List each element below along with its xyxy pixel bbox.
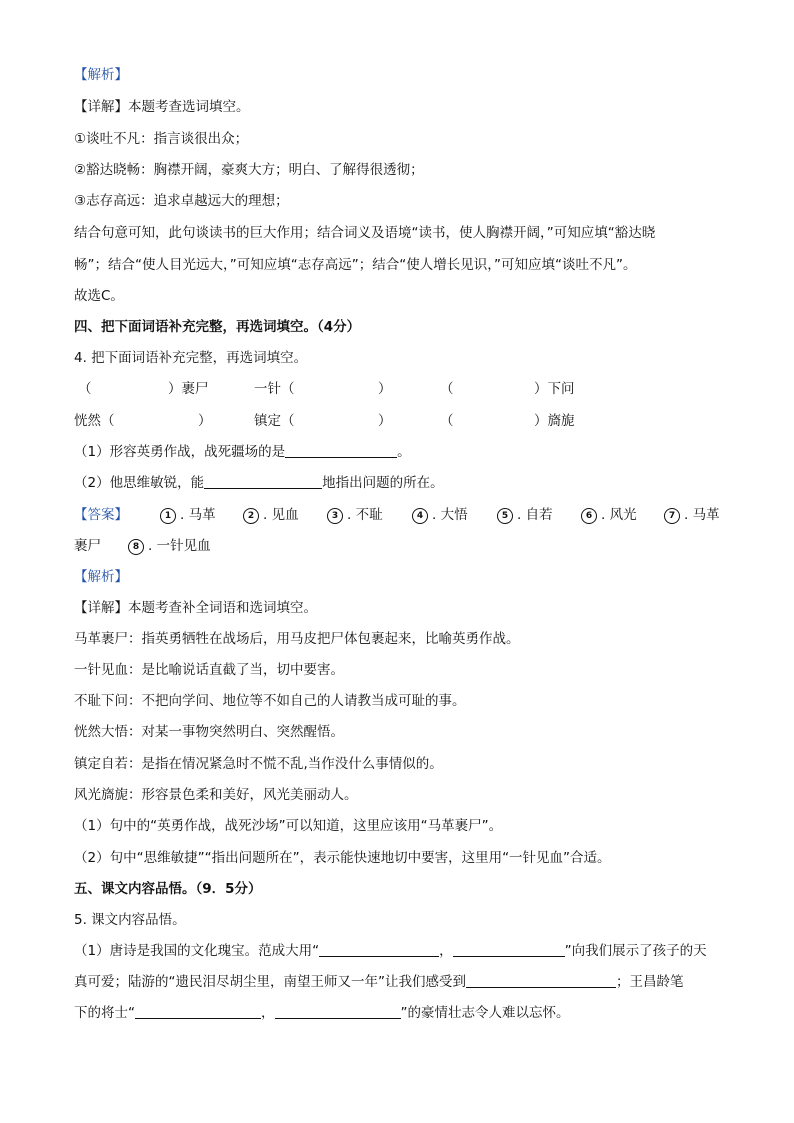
poem-text: ，	[261, 1005, 275, 1021]
definition-item: ③志存高远：追求卓越远大的理想；	[74, 193, 289, 209]
word-blank-4-open: 恍然（	[74, 413, 115, 429]
word-blank-2-open: 一针（	[254, 381, 295, 397]
answer-continuation: 裹尸	[74, 538, 101, 554]
fill-blank[interactable]	[285, 443, 397, 458]
answer-text: . 一针见血	[148, 538, 211, 554]
detail-line	[74, 98, 250, 116]
paragraph-line: 结合句意可知，此句谈读书的巨大作用；结合词义及语境“读书，使人胸襟开阔，”可知应填“豁达晓	[74, 225, 656, 241]
detail-text: 本题考查补全词语和选词填空。	[128, 600, 317, 616]
circled-number: 6	[581, 508, 597, 524]
poem-text: ，	[439, 943, 453, 959]
word-blank-5-open: 镇定（	[254, 413, 295, 429]
fill-blank[interactable]	[204, 474, 322, 489]
answer-label: 【答案】	[74, 507, 128, 523]
poem-text: 下的将士“	[74, 1005, 135, 1021]
poem-text: ”的豪情壮志令人难以忘怀。	[400, 1005, 570, 1021]
explanation-line: 恍然大悟：对某一事物突然明白、突然醒悟。	[74, 724, 344, 740]
answer-item	[664, 506, 720, 524]
answer-text: . 马革	[180, 507, 216, 523]
fill-blank[interactable]	[453, 942, 565, 957]
answer-text: . 自若	[517, 507, 553, 523]
explanation-line: 马革裹尸：指英勇牺牲在战场后，用马皮把尸体包裹起来，比喻英勇作战。	[74, 631, 520, 647]
explanation-line: 镇定自若：是指在情况紧急时不慌不乱,当作没什么事情似的。	[74, 756, 443, 772]
word-blank-5-close: ）	[378, 413, 392, 429]
word-blank-3-open: （	[440, 381, 454, 397]
circled-number: 8	[128, 539, 144, 555]
circled-number: 1	[160, 508, 176, 524]
explanation-line: 一针见血：是比喻说话直截了当，切中要害。	[74, 662, 344, 678]
answer-item	[412, 506, 468, 524]
fill-blank[interactable]	[135, 1004, 261, 1019]
word-blank-1-open: （	[78, 381, 92, 397]
section-heading: 四、把下面词语补充完整，再选词填空。（4分）	[74, 319, 361, 335]
sub-question-1	[74, 443, 411, 461]
answer-text: . 见血	[263, 507, 299, 523]
circled-number: 2	[243, 508, 259, 524]
analysis-label: 【解析】	[74, 569, 128, 585]
definition-item: ①谈吐不凡：指言谈很出众；	[74, 131, 249, 147]
word-blank-3-close: ）下问	[534, 381, 575, 397]
sub-question-2-end: 地指出问题的所在。	[322, 475, 444, 491]
sub-question-1-end: 。	[397, 444, 411, 460]
answer-text: . 不耻	[347, 507, 383, 523]
circled-number: 4	[412, 508, 428, 524]
word-blank-6-open: （	[440, 413, 454, 429]
analysis-label: 【解析】	[74, 67, 128, 83]
answer-text: . 大悟	[432, 507, 468, 523]
question-stem: 5. 课文内容品悟。	[74, 912, 186, 928]
circled-number: 3	[327, 508, 343, 524]
fill-blank[interactable]	[319, 942, 439, 957]
explanation-line: 不耻下问：不把向学问、地位等不如自己的人请教当成可耻的事。	[74, 693, 466, 709]
answer-item	[581, 506, 637, 524]
explanation-line: （1）句中的“英勇作战，战死沙场”可以知道，这里应该用“马革裹尸”。	[74, 818, 503, 834]
conclusion-line: 故选C。	[74, 288, 124, 304]
question-stem: 4. 把下面词语补充完整，再选词填空。	[74, 350, 308, 366]
poem-question-line	[74, 942, 707, 960]
detail-label: 【详解】	[74, 600, 128, 616]
sub-question-2	[74, 474, 444, 492]
answer-item	[243, 506, 299, 524]
detail-label: 【详解】	[74, 99, 128, 115]
answer-item	[160, 506, 216, 524]
answer-item	[128, 537, 211, 555]
definition-item: ②豁达晓畅：胸襟开阔，豪爽大方；明白、了解得很透彻；	[74, 162, 424, 178]
poem-question-line	[74, 973, 684, 991]
poem-text: ；王昌龄笔	[616, 974, 684, 990]
answer-text: . 风光	[601, 507, 637, 523]
answer-item	[327, 506, 383, 524]
paragraph-line: 畅”；结合“使人目光远大，”可知应填“志存高远”；结合“使人增长见识，”可知应填“谈吐不凡”。	[74, 257, 637, 273]
word-blank-2-close: ）	[378, 381, 392, 397]
detail-line	[74, 599, 317, 617]
poem-text: ”向我们展示了孩子的天	[564, 943, 707, 959]
word-blank-4-close: ）	[198, 413, 212, 429]
answer-item	[497, 506, 553, 524]
poem-question-line	[74, 1004, 570, 1022]
explanation-line: 风光旖旎：形容景色柔和美好，风光美丽动人。	[74, 787, 358, 803]
word-blank-6-close: ）旖旎	[534, 413, 575, 429]
sub-question-2-text: （2）他思维敏锐，能	[74, 475, 205, 491]
poem-text: 真可爱；陆游的“遗民泪尽胡尘里，南望王师又一年”让我们感受到	[74, 974, 466, 990]
circled-number: 5	[497, 508, 513, 524]
circled-number: 7	[664, 508, 680, 524]
detail-text: 本题考查选词填空。	[128, 99, 250, 115]
answer-text: . 马革	[684, 507, 720, 523]
sub-question-1-text: （1）形容英勇作战，战死疆场的是	[74, 444, 286, 460]
fill-blank[interactable]	[275, 1004, 401, 1019]
poem-text: （1）唐诗是我国的文化瑰宝。范成大用“	[74, 943, 320, 959]
explanation-line: （2）句中“思维敏捷”“指出问题所在”，表示能快速地切中要害，这里用“一针见血”合适。	[74, 850, 611, 866]
word-blank-1-close: ）裹尸	[168, 381, 209, 397]
section-heading: 五、课文内容品悟。（9．5分）	[74, 881, 262, 897]
fill-blank[interactable]	[466, 973, 616, 988]
